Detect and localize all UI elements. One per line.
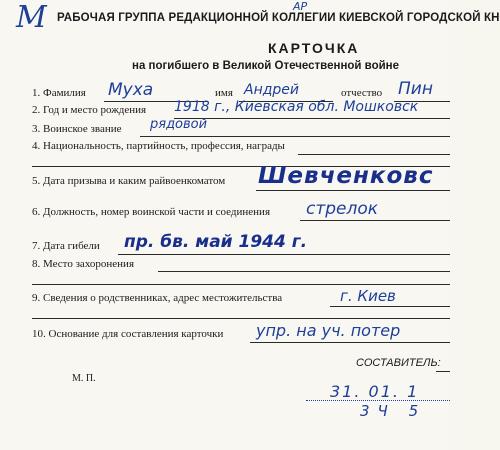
draft-line xyxy=(256,190,450,191)
burial-line xyxy=(158,271,450,272)
birth-line xyxy=(174,118,450,119)
patronymic-label: отчество xyxy=(341,87,383,99)
card-title: КАРТОЧКА xyxy=(268,40,360,56)
surname-value: Муха xyxy=(108,80,154,100)
corner-mark: M xyxy=(16,0,47,35)
date-line xyxy=(306,400,450,401)
burial-line-2 xyxy=(32,284,450,285)
birth-label: 2. Год и место рождения xyxy=(32,104,147,116)
draft-value: Шевченковс xyxy=(258,163,434,189)
basis-label: 10. Основание для составления карточки xyxy=(32,328,224,340)
draft-label: 5. Дата призыва и каким райвоенкоматом xyxy=(32,175,226,187)
rank-line xyxy=(140,136,450,137)
compiler-line xyxy=(436,371,450,372)
position-label: 6. Должность, номер воинской части и соединения xyxy=(32,206,270,218)
rank-value: рядовой xyxy=(150,117,208,132)
stamp-mark: АР xyxy=(293,0,308,13)
death-value: пр. бв. май 1944 г. xyxy=(124,232,308,252)
relatives-label: 9. Сведения о родственниках, адрес местожительства xyxy=(32,292,283,304)
patronymic-value: Пин xyxy=(398,79,433,99)
burial-label: 8. Место захоронения xyxy=(32,258,134,270)
surname-label: 1. Фамилия xyxy=(32,87,86,99)
nationality-label: 4. Национальность, партийность, профессия, награды xyxy=(32,140,285,152)
position-line xyxy=(300,220,450,221)
date-value: 31. 01. 1 xyxy=(330,382,420,401)
rank-label: 3. Воинское звание xyxy=(32,123,122,135)
compiler-label: СОСТАВИТЕЛЬ: xyxy=(356,357,441,369)
position-value: стрелок xyxy=(306,199,379,219)
relatives-value: г. Киев xyxy=(340,287,396,305)
name-label: имя xyxy=(215,87,233,99)
number-value: 3Ч 5 xyxy=(360,402,427,420)
basis-value: упр. на уч. потер xyxy=(256,321,401,340)
stamp-place: М. П. xyxy=(72,373,96,384)
basis-line xyxy=(250,342,450,343)
relatives-line xyxy=(330,306,450,307)
relatives-line-2 xyxy=(32,318,450,319)
name-value: Андрей xyxy=(244,82,300,98)
death-line xyxy=(118,254,450,255)
card-header: РАБОЧАЯ ГРУППА РЕДАКЦИОННОЙ КОЛЛЕГИИ КИЕВСКОЙ ГОРОДСКОЙ КН xyxy=(57,12,500,24)
card-subtitle: на погибшего в Великой Отечественной войне xyxy=(132,60,400,72)
birth-value: 1918 г., Киевская обл. Мошковск xyxy=(174,99,419,115)
death-label: 7. Дата гибели xyxy=(32,240,100,252)
nationality-line xyxy=(298,154,450,155)
